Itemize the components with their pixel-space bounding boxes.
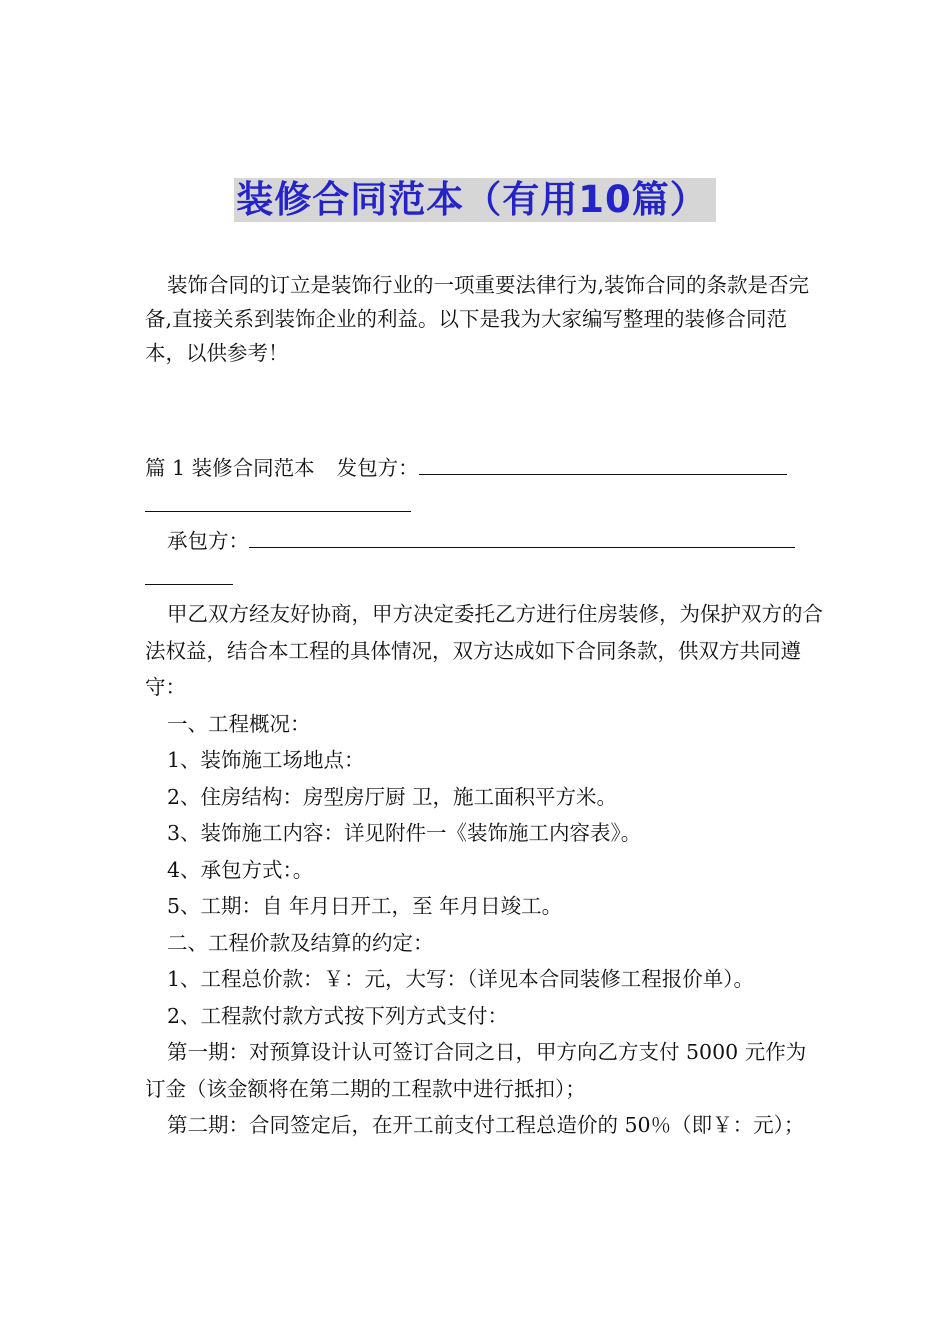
item-2-2: 2、工程款付款方式按下列方式支付：	[167, 1003, 509, 1028]
party-b-line	[145, 523, 835, 560]
contract-body	[145, 450, 835, 1144]
title-container	[0, 178, 950, 222]
part2-title: 二、工程价款及结算的约定：	[167, 930, 434, 955]
item-1-4: 4、承包方式：。	[167, 857, 314, 882]
preamble-paragraph: 甲乙双方经友好协商，甲方决定委托乙方进行住房装修，为保护双方的合法权益，结合本工程的具体情况，双方达成如下合同条款，供双方共同遵守：	[145, 602, 823, 699]
item-1-1: 1、装饰施工场地点：	[167, 748, 365, 772]
party-a-blank-2	[145, 491, 411, 512]
section-heading: 篇 1 装修合同范本	[145, 456, 315, 480]
item-1-5: 5、工期：自 年月日开工，至 年月日竣工。	[167, 894, 563, 918]
party-a-label: 发包方：	[336, 456, 419, 480]
intro-paragraph: 装饰合同的订立是装饰行业的一项重要法律行为,装饰合同的条款是否完备,直接关系到装饰企业的利益。以下是我为大家编写整理的装修合同范本，以供参考！	[145, 273, 810, 365]
part1-title: 一、工程概况：	[167, 711, 311, 736]
party-a-blank-continued	[145, 487, 835, 524]
party-a-line	[145, 450, 835, 487]
party-a-blank	[419, 454, 787, 475]
payment-1: 第一期：对预算设计认可签订合同之日，甲方向乙方支付 5000 元作为订金（该金额将在第二期的工程款中进行抵扣）；	[145, 1040, 807, 1101]
party-b-blank-continued	[145, 560, 835, 597]
party-b-blank	[249, 527, 795, 548]
intro-section	[145, 268, 815, 370]
party-b-label: 承包方：	[167, 529, 249, 553]
item-1-2: 2、住房结构：房型房厅厨 卫，施工面积平方米。	[167, 784, 618, 809]
payment-2: 第二期：合同签定后，在开工前支付工程总造价的 50％（即￥：元）；	[167, 1113, 805, 1137]
item-1-3: 3、装饰施工内容：详见附件一《装饰施工内容表》。	[167, 821, 642, 845]
item-2-1: 1、工程总价款：￥：元，大写：（详见本合同装修工程报价单）。	[167, 967, 755, 991]
party-b-blank-2	[145, 564, 233, 585]
document-title: 装修合同范本（有用10篇）	[234, 178, 716, 222]
